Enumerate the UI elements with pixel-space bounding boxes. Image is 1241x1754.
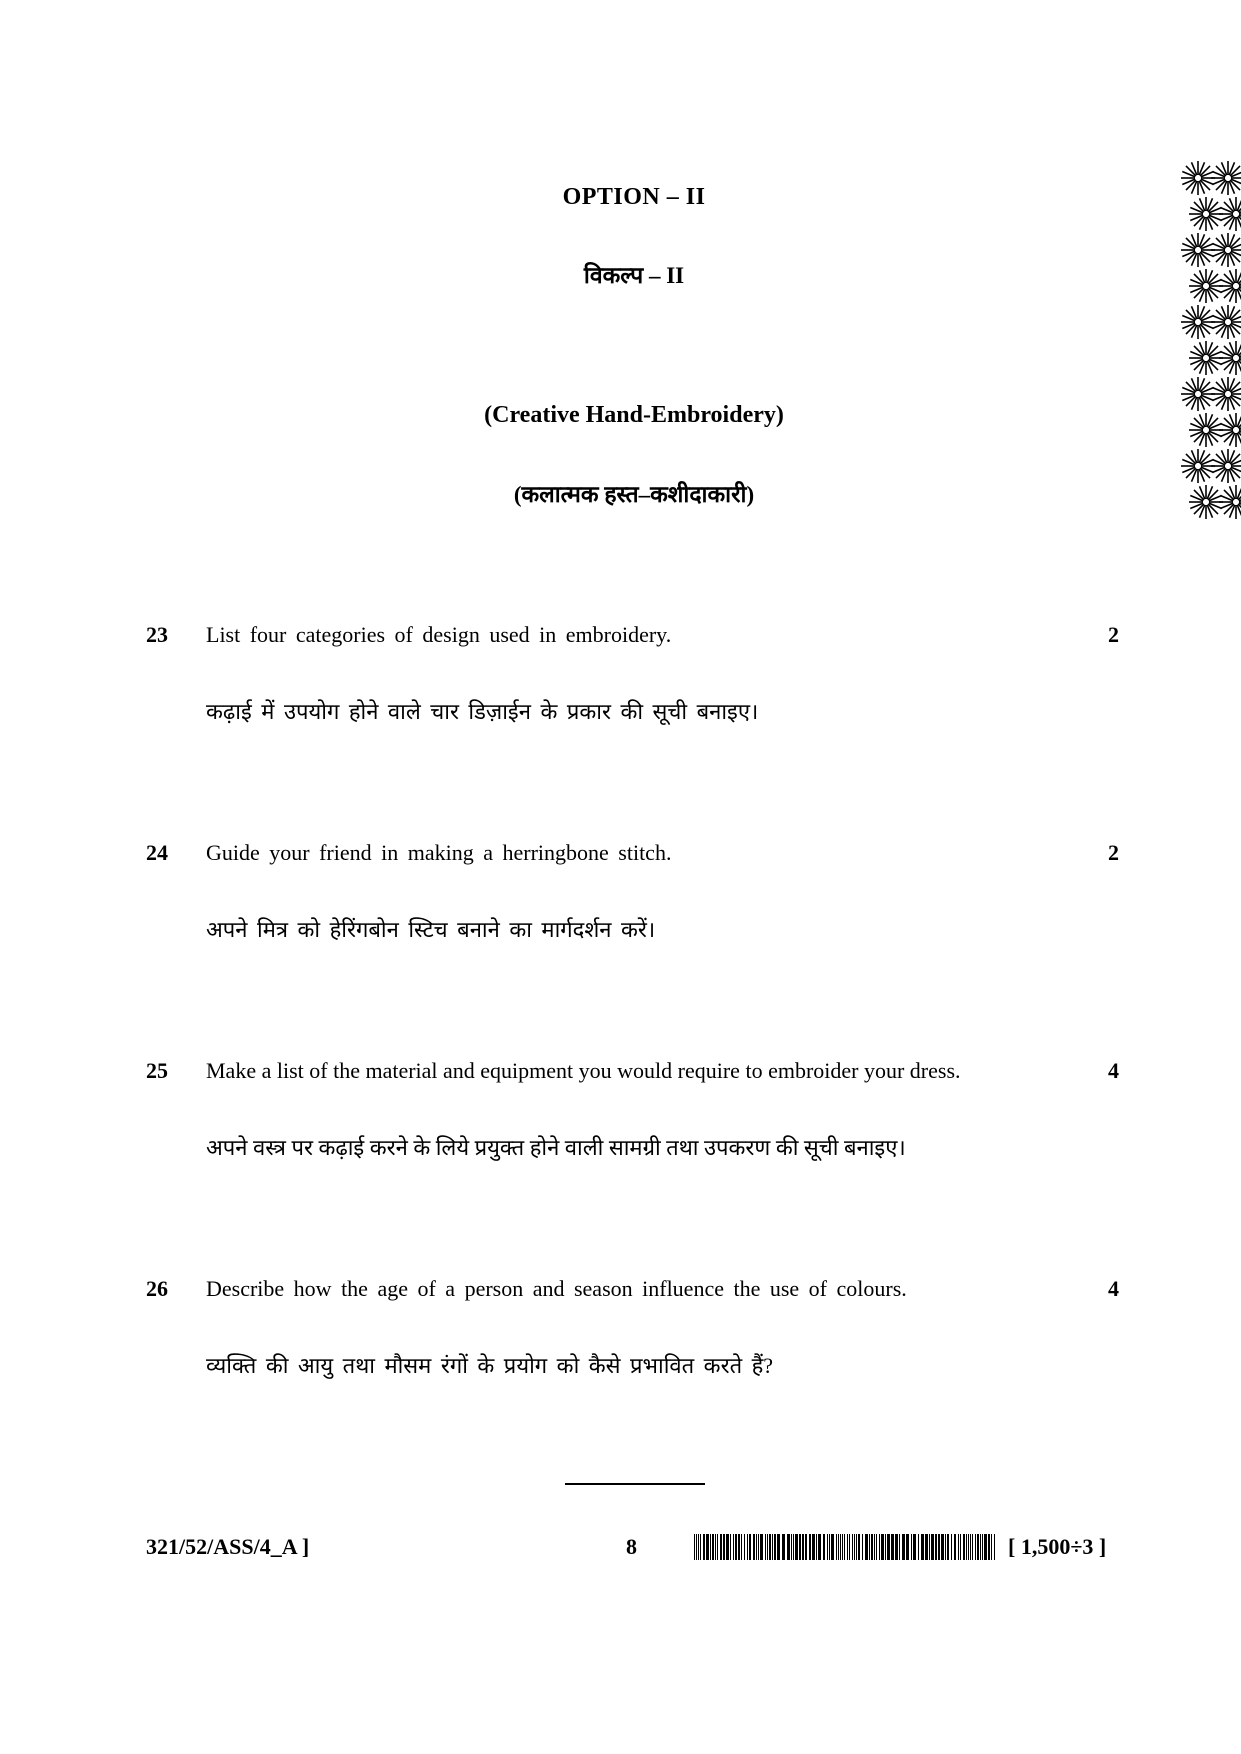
barcode-bar — [844, 1534, 845, 1560]
barcode-bar — [975, 1534, 976, 1560]
barcode-bar — [994, 1534, 995, 1560]
barcode-bar — [747, 1534, 748, 1560]
flower-icon — [1189, 197, 1223, 231]
flower-icon — [1211, 377, 1241, 411]
barcode-bar — [823, 1534, 825, 1560]
barcode-bar — [730, 1534, 731, 1560]
barcode-bar — [984, 1534, 987, 1560]
barcode-bar — [988, 1534, 990, 1560]
barcode-bar — [694, 1534, 695, 1560]
question-text-hindi: कढ़ाई में उपयोग होने वाले चार डिज़ाईन के प्रकार की सूची बनाइए। — [206, 699, 759, 724]
barcode-bar — [902, 1534, 905, 1560]
barcode-bar — [698, 1534, 699, 1560]
barcode-bar — [947, 1534, 949, 1560]
barcode-bar — [753, 1534, 755, 1560]
print-count: [ 1,500÷3 ] — [1008, 1534, 1107, 1559]
question-number: 26 — [146, 1276, 168, 1301]
barcode-bar — [831, 1534, 834, 1560]
barcode-bar — [941, 1534, 944, 1560]
barcode-bar — [847, 1534, 848, 1560]
barcode-bar — [738, 1534, 740, 1560]
barcode-bar — [913, 1534, 916, 1560]
barcode-bar — [777, 1534, 780, 1560]
question-text: Make a list of the material and equipment you would require to embroider your dress. — [206, 1058, 961, 1083]
barcode-bar — [991, 1534, 992, 1560]
barcode-bar — [925, 1534, 928, 1560]
barcode-bar — [829, 1534, 830, 1560]
question-text-hindi: अपने मित्र को हेरिंगबोन स्टिच बनाने का मार्गदर्शन करें। — [206, 917, 656, 942]
barcode-bar — [852, 1534, 853, 1560]
flower-icon — [1219, 341, 1241, 375]
barcode-bar — [968, 1534, 969, 1560]
barcode-bar — [885, 1534, 886, 1560]
barcode-bar — [760, 1534, 763, 1560]
question-marks: 4 — [1108, 1058, 1119, 1083]
barcode-bar — [958, 1534, 959, 1560]
barcode-bar — [836, 1534, 837, 1560]
barcode-bar — [765, 1534, 766, 1560]
barcode-bar — [960, 1534, 961, 1560]
barcode-bar — [842, 1534, 843, 1560]
barcode-bar — [787, 1534, 790, 1560]
flower-icon — [1181, 233, 1215, 267]
barcode-bar — [838, 1534, 839, 1560]
barcode-bar — [879, 1534, 880, 1560]
barcode-bar — [767, 1534, 768, 1560]
section-title-hindi: (कलात्मक हस्त–कशीदाकारी) — [513, 482, 755, 507]
barcode-bar — [966, 1534, 967, 1560]
barcode-bar — [744, 1534, 745, 1560]
barcode-bar — [723, 1534, 725, 1560]
barcode-bar — [802, 1534, 804, 1560]
flower-icon — [1219, 197, 1241, 231]
barcode-bar — [970, 1534, 971, 1560]
barcode-bar — [840, 1534, 841, 1560]
barcode-bar — [854, 1534, 855, 1560]
page-number: 8 — [626, 1534, 637, 1559]
barcode-bar — [772, 1534, 773, 1560]
flower-icon — [1189, 485, 1223, 519]
barcode-bar — [862, 1534, 863, 1560]
barcode-bar — [891, 1534, 894, 1560]
barcode-bar — [918, 1534, 919, 1560]
barcode-bar — [935, 1534, 937, 1560]
question-text: Describe how the age of a person and season influence the use of colours. — [206, 1276, 907, 1301]
barcode-bar — [865, 1534, 868, 1560]
question-text: Guide your friend in making a herringbone stitch. — [206, 840, 672, 865]
barcode-bar — [899, 1534, 900, 1560]
paper-code: 321/52/ASS/4_A ] — [146, 1534, 310, 1559]
barcode-bar — [982, 1534, 983, 1560]
barcode — [694, 1534, 998, 1560]
barcode-bar — [963, 1534, 965, 1560]
barcode-bar — [921, 1534, 924, 1560]
barcode-bar — [749, 1534, 751, 1560]
barcode-bar — [816, 1534, 817, 1560]
barcode-bar — [954, 1534, 956, 1560]
barcode-bar — [696, 1534, 697, 1560]
flower-icon — [1181, 377, 1215, 411]
barcode-bar — [938, 1534, 940, 1560]
flower-icon — [1211, 449, 1241, 483]
barcode-bar — [887, 1534, 890, 1560]
barcode-bar — [799, 1534, 801, 1560]
barcode-bar — [756, 1534, 757, 1560]
flower-icon — [1181, 449, 1215, 483]
question-number: 23 — [146, 622, 168, 647]
end-rule — [565, 1483, 705, 1485]
barcode-bar — [805, 1534, 807, 1560]
barcode-bar — [876, 1534, 877, 1560]
barcode-bar — [703, 1534, 705, 1560]
barcode-bar — [720, 1534, 722, 1560]
barcode-bar — [774, 1534, 776, 1560]
flower-icon — [1181, 161, 1215, 195]
barcode-bar — [827, 1534, 828, 1560]
question-marks: 2 — [1108, 840, 1119, 865]
question-text-hindi: अपने वस्त्र पर कढ़ाई करने के लिये प्रयुक्त होने वाली सामग्री तथा उपकरण की सूची बनाइए। — [206, 1135, 906, 1160]
barcode-bar — [715, 1534, 716, 1560]
flower-icon — [1219, 413, 1241, 447]
decorative-flower-border — [1176, 160, 1241, 530]
question-marks: 2 — [1108, 622, 1119, 647]
barcode-bar — [712, 1534, 714, 1560]
barcode-bar — [931, 1534, 934, 1560]
flower-icon — [1211, 305, 1241, 339]
barcode-bar — [856, 1534, 857, 1560]
barcode-bar — [812, 1534, 815, 1560]
option-title-hindi: विकल्प – II — [583, 263, 685, 288]
barcode-bar — [858, 1534, 860, 1560]
barcode-bar — [951, 1534, 952, 1560]
option-title: OPTION – II — [562, 184, 706, 210]
flower-icon — [1189, 269, 1223, 303]
barcode-bar — [758, 1534, 759, 1560]
barcode-bar — [791, 1534, 792, 1560]
barcode-bar — [881, 1534, 884, 1560]
flower-icon — [1181, 305, 1215, 339]
barcode-bar — [710, 1534, 711, 1560]
question-number: 25 — [146, 1058, 168, 1083]
question-text: List four categories of design used in embroidery. — [206, 622, 672, 647]
question-number: 24 — [146, 840, 168, 865]
section-title: (Creative Hand-Embroidery) — [484, 402, 784, 428]
flower-icon — [1189, 341, 1223, 375]
barcode-bar — [972, 1534, 973, 1560]
barcode-bar — [818, 1534, 821, 1560]
barcode-bar — [782, 1534, 785, 1560]
barcode-bar — [726, 1534, 729, 1560]
barcode-bar — [977, 1534, 979, 1560]
barcode-bar — [945, 1534, 946, 1560]
barcode-bar — [706, 1534, 709, 1560]
barcode-bar — [795, 1534, 798, 1560]
flower-icon — [1211, 161, 1241, 195]
barcode-bar — [929, 1534, 930, 1560]
barcode-bar — [869, 1534, 870, 1560]
barcode-bar — [769, 1534, 771, 1560]
barcode-bar — [717, 1534, 718, 1560]
barcode-bar — [809, 1534, 811, 1560]
flower-icon — [1189, 413, 1223, 447]
question-marks: 4 — [1108, 1276, 1119, 1301]
flower-icon — [1219, 269, 1241, 303]
barcode-bar — [871, 1534, 873, 1560]
barcode-bar — [700, 1534, 701, 1560]
barcode-bar — [741, 1534, 742, 1560]
flower-icon — [1211, 233, 1241, 267]
barcode-bar — [911, 1534, 912, 1560]
barcode-bar — [849, 1534, 850, 1560]
barcode-bar — [895, 1534, 898, 1560]
barcode-bar — [874, 1534, 875, 1560]
flower-icon — [1219, 485, 1241, 519]
question-text-hindi: व्यक्ति की आयु तथा मौसम रंगों के प्रयोग को कैसे प्रभावित करते हैं? — [206, 1353, 774, 1378]
barcode-bar — [906, 1534, 909, 1560]
barcode-bar — [735, 1534, 737, 1560]
barcode-bar — [980, 1534, 981, 1560]
barcode-bar — [793, 1534, 794, 1560]
barcode-bar — [733, 1534, 734, 1560]
